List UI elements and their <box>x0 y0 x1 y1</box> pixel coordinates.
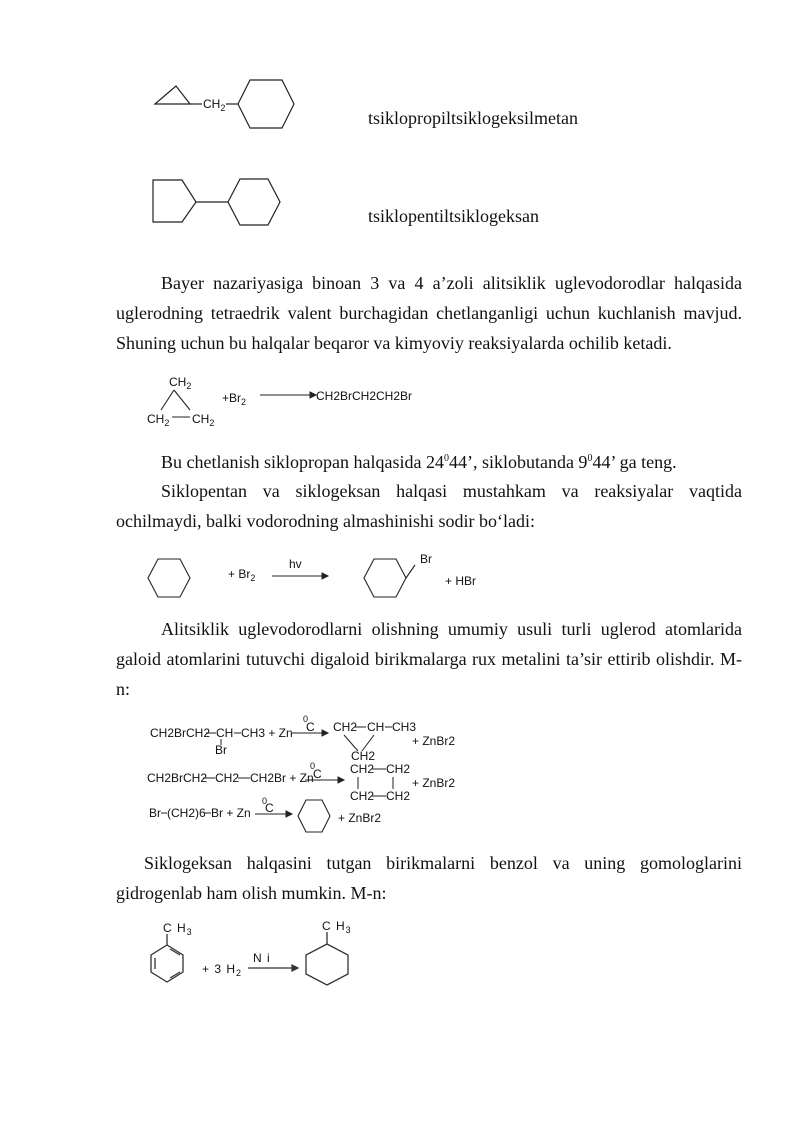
reaction1-arrow <box>260 392 316 398</box>
cyclopropane-top-ch2: $CH_2$ <box>169 375 192 391</box>
r2-mid: CH2 <box>215 771 240 785</box>
r1-p-ch2: CH2 <box>333 720 358 734</box>
ch2-link-label: $CH_2$ <box>203 97 226 113</box>
bromocyclohexane-ring <box>364 559 415 597</box>
r1-reactant: CH2BrCH2 <box>150 726 211 740</box>
r3-mid: (CH2)6 <box>167 806 206 820</box>
bromo-substituent: Br <box>420 552 432 566</box>
r1-p-ch3: CH3 <box>392 720 417 734</box>
reaction2-arrow <box>272 573 328 579</box>
r1-temp-c: C <box>306 720 315 734</box>
compound-name-1: tsiklopropiltsiklogeksilmetan <box>368 108 578 128</box>
cyclopropane-left-ch2: $CH_2$ <box>147 412 170 428</box>
toluene-ring <box>151 934 183 982</box>
r2-reactant: CH2BrCH2 <box>147 771 208 785</box>
r4-arrow <box>248 965 298 971</box>
r2-p-bl: CH2 <box>350 789 375 803</box>
cyclopropane-ring <box>161 390 190 417</box>
r3-end: Br + Zn <box>211 806 251 820</box>
r1-p-ch: CH <box>367 720 385 734</box>
paragraph-hydrogenation: Siklogeksan halqasini tutgan birikmalarni benzol va uning gomologlarini gidrogenlab ham olish mumkin. M-n: <box>116 853 742 903</box>
r1-ch: CH <box>216 726 234 740</box>
r3-temp: 0 <box>262 796 268 806</box>
r1-p-bottom: CH2 <box>351 749 376 763</box>
r3-cyclohexane <box>298 800 330 832</box>
paragraph-bayer-theory: Bayer nazariyasiga binoan 3 va 4 a’zoli alitsiklik uglevodorodlar halqasida uglerodning tetraedrik valent burchagidan chetlanganligi uchun kuchlanish mavjud. Shuning uchun bu halqalar beqaror va kimyoviy reaksiyalarda ochilib ketadi. <box>116 273 742 353</box>
r3-byproduct: + ZnBr2 <box>338 811 382 825</box>
bromine-reagent: $+Br_2$ <box>222 391 247 407</box>
r1-byproduct: + ZnBr2 <box>412 734 456 748</box>
paragraph-synthesis-method: Alitsiklik uglevodorodlarni olishning umumiy usuli turli uglerod atomlarida galoid atomlarini tutuvchi digaloid birikmalarga rux metalini ta’sir ettirib olishdir. M-n: <box>116 619 742 699</box>
compound-name-2: tsiklopentiltsiklogeksan <box>368 206 539 226</box>
paragraph-stable-rings: Siklopentan va siklogeksan halqasi mustahkam va reaksiyalar vaqtida ochilmaydi, balki vodorodning almashinishi sodir bo‘ladi: <box>116 481 742 531</box>
hydrogen-reagent: + 3 $H_2$ <box>202 962 243 978</box>
r1-temp: 0 <box>303 714 309 724</box>
cyclohexane-ring <box>148 559 190 597</box>
r2-temp-c: C <box>313 767 322 781</box>
methylcyclohexane-ch3: C $H_3$ <box>322 919 352 935</box>
r2-end: CH2Br + Zn <box>250 771 314 785</box>
light-condition: hv <box>289 557 302 571</box>
r2-p-tr: CH2 <box>386 762 411 776</box>
cyclopropane-right-ch2: $CH_2$ <box>192 412 215 428</box>
r3-temp-c: C <box>265 801 274 815</box>
nickel-catalyst: N i <box>253 951 271 965</box>
r1-br: Br <box>215 743 227 757</box>
dibromopropane-product: CH2BrCH2CH2Br <box>316 389 413 403</box>
cyclopentylcyclohexane-structure <box>153 179 280 225</box>
hbr-byproduct: + HBr <box>445 574 477 588</box>
r1-ch3-zn: CH3 + Zn <box>241 726 293 740</box>
toluene-ch3: C $H_3$ <box>163 921 193 937</box>
bromine-reagent-2: + $Br_2$ <box>228 567 256 583</box>
r2-p-tl: CH2 <box>350 762 375 776</box>
paragraph-angle-deviation: Bu chetlanish siklopropan halqasida $24^044$’, siklobutanda $9^044$’ ga teng. <box>161 452 677 472</box>
r2-temp: 0 <box>310 761 316 771</box>
r3-br: Br <box>149 806 161 820</box>
methylcyclohexane-ring <box>306 932 348 985</box>
r2-p-br: CH2 <box>386 789 411 803</box>
r2-byproduct: + ZnBr2 <box>412 776 456 790</box>
